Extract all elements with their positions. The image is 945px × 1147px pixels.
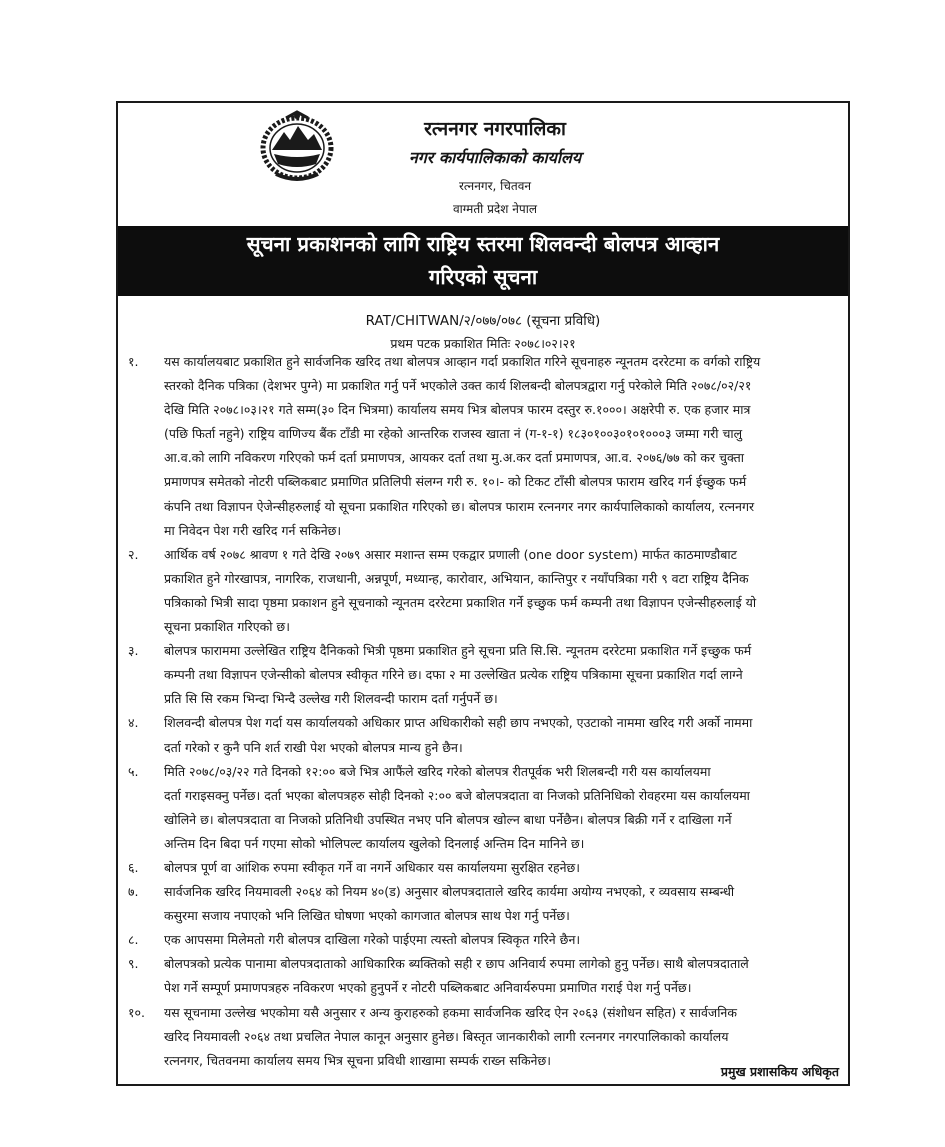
notice-item	[118, 543, 848, 639]
published-date: प्रथम पटक प्रकाशित मितिः २०७८।०२।२१	[390, 336, 576, 351]
notice-item-line: प्रति सि सि रकम भिन्दा भिन्दै उल्लेख गरी शिलवन्दी फाराम दर्ता गर्नुपर्ने छ।	[164, 691, 498, 707]
notice-item-line: रत्ननगर, चितवनमा कार्यालय समय भित्र सूचना प्रविधी शाखामा सम्पर्क राख्न सकिनेछ।	[164, 1052, 551, 1068]
notice-item-line: बोलपत्रको प्रत्येक पानामा बोलपत्रदाताको आधिकारिक ब्यक्तिको सही र छाप अनिवार्य रुपमा लागेको हुनु पर्नेछ। साथै बोलपत्रदाताले	[164, 956, 749, 972]
notice-item	[118, 350, 848, 543]
notice-item	[118, 760, 848, 856]
notice-item	[118, 928, 848, 952]
reference-code: RAT/CHITWAN/२/०७७/०७८ (सूचना प्रविधि)	[365, 313, 601, 329]
notice-item-number: ५.	[128, 763, 139, 779]
notice-item-number: ४.	[128, 715, 139, 731]
office-address-line1: रत्ननगर, चितवन	[458, 179, 532, 193]
notice-item-line: स्तरको दैनिक पत्रिका (देशभर पुग्ने) मा प्रकाशित गर्नु पर्ने भएकोले उक्त कार्य शिलबन्दी बोलपत्रद्वारा गर्नु परेकोले मिति २०७८/०२/२१	[164, 378, 752, 394]
notice-item-line: बोलपत्र पूर्ण वा आंशिक रुपमा स्वीकृत गर्ने वा नगर्ने अधिकार यस कार्यालयमा सुरक्षित रहनेछ।	[164, 859, 581, 875]
notice-item-line: सार्वजनिक खरिद नियमावली २०६४ को नियम ४०(ड) अनुसार बोलपत्रदाताले खरिद कार्यमा अयोग्य नभएको, र व्यवसाय सम्बन्धी	[164, 884, 735, 900]
notice-item-line: यस कार्यालयबाट प्रकाशित हुने सार्वजनिक खरिद तथा बोलपत्र आव्हान गर्दा प्रकाशित गरिने सूचनाहरु न्यूनतम दररेटमा क वर्गको राष्ट्रिय	[164, 354, 761, 369]
notice-item	[118, 880, 848, 928]
notice-item	[118, 952, 848, 1000]
notice-item-line: कसुरमा सजाय नपाएको भनि लिखित घोषणा भएको कागजात बोलपत्र साथ पेश गर्नु पर्नेछ।	[164, 908, 570, 924]
notice-item-line: प्रमाणपत्र समेतको नोटरी पब्लिकबाट प्रमाणित प्रतिलिपी संलग्न गरी रु. १०।- को टिकट टाँसी बोलपत्र फाराम खरिद गर्न ईच्छुक फर्म	[164, 474, 747, 490]
notice-item-line: (पछि फिर्ता नहुने) राष्ट्रिय वाणिज्य बैंक टाँडी मा रहेको आन्तरिक राजस्व खाता नं (ग-१-१) १८३०१००३०१०१०००३ जम्मा गरी चालु	[164, 426, 743, 442]
notice-item-number: १०.	[128, 1004, 145, 1020]
notice-item	[118, 639, 848, 711]
notice-item-text	[164, 952, 834, 1000]
notice-item-text	[164, 1001, 834, 1073]
notice-item-line: दर्ता गरेको र कुनै पनि शर्त राखी पेश भएको बोलपत्र मान्य हुने छैन।	[164, 739, 463, 755]
nepal-government-emblem-icon	[256, 110, 338, 184]
signature-title: प्रमुख प्रशासकिय अधिकृत	[720, 1064, 839, 1079]
notice-item-number: १.	[128, 354, 139, 369]
notice-item-line: खोलिने छ। बोलपत्रदाता वा निजको प्रतिनिधी उपस्थित नभए पनि बोलपत्र खोल्न बाधा पर्नेछैन। बोलपत्र बिक्री गर्ने र दाखिला गर्ने	[164, 811, 732, 827]
notice-item	[118, 1001, 848, 1073]
notice-item-text	[164, 856, 834, 880]
notice-item-number: ७.	[128, 884, 139, 900]
notice-item-line: बोलपत्र फाराममा उल्लेखित राष्ट्रिय दैनिकको भित्री पृष्ठमा प्रकाशित हुने सूचना प्रति सि.सि. न्यूनतम दररेटमा प्रकाशित गर्ने इच्छुक फर्म	[164, 643, 752, 659]
notice-item-number: ८.	[128, 932, 139, 948]
notice-item-number: ६.	[128, 859, 139, 875]
notice-item-line: दर्ता गराइसक्नु पर्नेछ। दर्ता भएका बोलपत्रहरु सोही दिनको २:०० बजे बोलपत्रदाता वा निजको प्रतिनिधिको रोवहरमा यस कार्यालयमा	[164, 787, 750, 803]
notice-item	[118, 856, 848, 880]
notice-item-line: आर्थिक वर्ष २०७८ श्रावण १ गते देखि २०७९ असार मशान्त सम्म एकद्वार प्रणाली (one door system) मार्फत काठमाण्डौबाट	[164, 546, 737, 562]
notice-item-line: यस सूचनामा उल्लेख भएकोमा यसै अनुसार र अन्य कुराहरुको हकमा सार्वजनिक खरिद ऐन २०६३ (संशोधन सहित) र सार्वजनिक	[164, 1004, 737, 1020]
notice-item-line: पेश गर्ने सम्पूर्ण प्रमाणपत्रहरु नविकरण भएको हुनुपर्ने र नोटरी पब्लिकबाट अनिवार्यरुपमा प्रमाणित गराई पेश गर्नु पर्नेछ।	[164, 980, 692, 996]
notice-item-line: आ.व.को लागि नविकरण गरिएको फर्म दर्ता प्रमाणपत्र, आयकर दर्ता तथा मु.अ.कर दर्ता प्रमाणपत्र, आ.व. २०७६/७७ को कर चुक्ता	[164, 450, 745, 466]
notice-item-line: मा निवेदन पेश गरी खरिद गर्न सकिनेछ।	[164, 522, 342, 538]
notice-item-text	[164, 350, 834, 543]
notice-item-line: कम्पनी तथा विज्ञापन एजेन्सीको बोलपत्र स्वीकृत गरिने छ। दफा २ मा उल्लेखित प्रत्येक राष्ट्रिय पत्रिकामा सूचना प्रकाशित गर्दा लाग्ने	[164, 667, 743, 683]
office-name: नगर कार्यपालिकाको कार्यालय	[408, 148, 582, 167]
notice-item-line: कंपनि तथा विज्ञापन ऐजेन्सीहरुलाई यो सूचना प्रकाशित गरिएको छ। बोलपत्र फाराम रत्ननगर नगर कार्यपालिकाको कार्यालय, रत्ननगर	[164, 498, 755, 514]
notice-item-line: देखि मिति २०७८।०३।२१ गते सम्म(३० दिन भित्रमा) कार्यालय समय भित्र बोलपत्र फारम दस्तुर रु.१०००। अक्षरेपी रु. एक हजार मात्र	[164, 402, 751, 418]
notice-item-number: ३.	[128, 643, 139, 659]
notice-item-line: मिति २०७८/०३/२२ गते दिनको १२:०० बजे भित्र आफैंले खरिद गरेको बोलपत्र रीतपूर्वक भरी शिलबन्दी गरी यस कार्यालयमा	[164, 763, 711, 779]
notice-item-text	[164, 543, 834, 639]
notice-item-line: एक आपसमा मिलेमतो गरी बोलपत्र दाखिला गरेको पाईएमा त्यस्तो बोलपत्र स्विकृत गरिने छैन।	[164, 932, 581, 948]
notice-item-line: प्रकाशित हुने गोरखापत्र, नागरिक, राजधानी, अन्नपूर्ण, मध्यान्ह, कारोवार, अभियान, कान्तिपुर र नयाँपत्रिका गरी ९ वटा राष्ट्रिय दैनिक	[164, 570, 749, 586]
notice-item-number: ९.	[128, 956, 139, 972]
notice-item-number: २.	[128, 546, 139, 562]
notice-items	[118, 350, 848, 1073]
notice-item-text	[164, 880, 834, 928]
notice-title-line2: गरिएको सूचना	[428, 265, 538, 289]
notice-title-line1: सूचना प्रकाशनको लागि राष्ट्रिय स्तरमा शिलवन्दी बोलपत्र आव्हान	[246, 232, 720, 256]
office-address-line2: वाग्मती प्रदेश नेपाल	[453, 202, 537, 216]
municipality-name: रत्ननगर नगरपालिका	[424, 118, 566, 140]
notice-item-line: खरिद नियमावली २०६४ तथा प्रचलित नेपाल कानून अनुसार हुनेछ। बिस्तृत जानकारीको लागी रत्ननगर नगरपालिकाको कार्यालय	[164, 1028, 729, 1044]
notice-item-text	[164, 928, 834, 952]
notice-item-line: अन्तिम दिन बिदा पर्न गएमा सोको भोलिपल्ट कार्यालय खुलेको दिनलाई अन्तिम दिन मानिने छ।	[164, 835, 585, 851]
notice-item-text	[164, 711, 834, 759]
notice-item-line: शिलवन्दी बोलपत्र पेश गर्दा यस कार्यालयको अधिकार प्राप्त अधिकारीको सही छाप नभएको, एउटाको नाममा खरिद गरी अर्को नाममा	[164, 715, 753, 731]
notice-item-text	[164, 639, 834, 711]
notice-item-line: पत्रिकाको भित्री सादा पृष्ठमा प्रकाशन हुने सूचनाको न्यूनतम दररेटमा प्रकाशित गर्ने इच्छुक फर्म कम्पनी तथा विज्ञापन एजेन्सीहरुलाई यो	[164, 594, 757, 610]
notice-item	[118, 711, 848, 759]
notice-item-text	[164, 760, 834, 856]
notice-item-line: सूचना प्रकाशित गरिएको छ।	[164, 619, 290, 635]
notice-title-banner	[118, 226, 848, 296]
